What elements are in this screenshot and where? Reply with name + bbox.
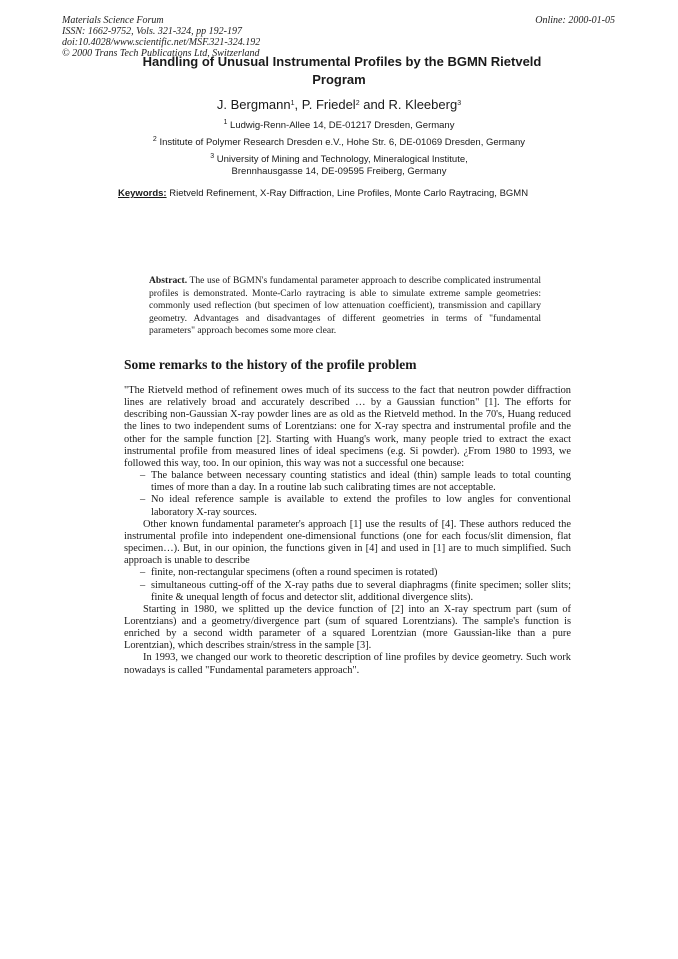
paragraph-4: In 1993, we changed our work to theoretic description of line profiles by device geometry. Such work nowadays is called "Fundamental parameters approach". xyxy=(124,652,571,676)
journal-name: Materials Science Forum xyxy=(62,15,164,26)
affiliation-1-text: Ludwig-Renn-Allee 14, DE-01217 Dresden, Germany xyxy=(230,120,455,131)
list-2 xyxy=(124,567,571,603)
list-item: – No ideal reference sample is available to extend the profiles to low angles for conventional laboratory X-ray sources. xyxy=(140,494,571,518)
affiliation-2-text: Institute of Polymer Research Dresden e.V., Hohe Str. 6, DE-01069 Dresden, Germany xyxy=(159,137,526,148)
affiliation-1 xyxy=(0,120,678,132)
abstract xyxy=(149,275,541,338)
author-2: P. Friedel xyxy=(301,97,356,112)
author-3: R. Kleeberg xyxy=(388,97,458,112)
copyright-line: © 2000 Trans Tech Publications Ltd, Switzerland xyxy=(62,48,260,59)
affiliation-2-sup: 2 xyxy=(152,136,157,143)
section-body xyxy=(124,385,571,677)
affiliation-2 xyxy=(0,137,678,149)
author-1: J. Bergmann xyxy=(216,97,291,112)
author-and: and xyxy=(359,97,389,112)
online-date: Online: 2000-01-05 xyxy=(535,15,615,26)
affiliation-3-line-2: Brennhausgasse 14, DE-09595 Freiberg, Germany xyxy=(231,166,447,177)
author-2-sup: 2 xyxy=(355,100,360,107)
section-heading: Some remarks to the history of the profile problem xyxy=(124,357,417,372)
issn-line: ISSN: 1662-9752, Vols. 321-324, pp 192-197 xyxy=(62,26,242,37)
title-line-2: Program xyxy=(312,72,366,87)
list-item-text: The balance between necessary counting statistics and ideal (thin) sample leads to total counting times of more than a day. In a routine lab such calibrating times are not acceptable. xyxy=(151,470,571,494)
affiliation-3 xyxy=(0,154,678,178)
paragraph-2: Other known fundamental parameter's approach [1] use the results of [4]. These authors reduced the instrumental profile into independent one-dimensional functions (one for each focus/slit dimension, flat specimen…). But, in our opinion, the functions given in [4] and used in [1] are to much simplified. Such approach is unable to describe xyxy=(124,518,571,567)
author-list: J. Bergmann$^1$, P. Friedel$^2$ and R. Kleeberg$^3$ xyxy=(216,97,462,112)
author-3-sup: 3 xyxy=(457,100,462,107)
paragraph-3: Starting in 1980, we splitted up the device function of [2] into an X-ray spectrum part (sum of Lorentzians) and a geometry/divergence part (sum of squared Lorentzians). The sample's function is enriched by a second width parameter of a squared Lorentzian (more Gaussian-like than a pure Lorentzian), which describes strain/stress in the sample [3]. xyxy=(124,603,571,652)
journal-header xyxy=(62,15,260,59)
doi-line: doi:10.4028/www.scientific.net/MSF.321-324.192 xyxy=(62,37,261,48)
keywords xyxy=(118,188,528,199)
paragraph-1: "The Rietveld method of refinement owes much of its success to the fact that neutron powder diffraction lines are relatively broad and accurately described … by a Gaussian function" [1]. The efforts for describing non-Gaussian X-ray powder lines are as old as the Rietveld method. In the 70's, Huang reduced the lines to two independent sums of Lorentzians: one for X-ray spectra and instrumental profile and the other for the sample function [2]. Starting with Huang's work, many people tried to extract the exact instrumental profile from measured lines of ideal specimens (e.g. Si powder). ¿From 1980 to 1993, we followed this way, too. In our opinion, this way was not a successful one because: xyxy=(124,385,571,469)
list-item: – finite, non-rectangular specimens (often a round specimen is rotated) xyxy=(140,567,438,579)
affiliation-3-text: University of Mining and Technology, Mineralogical Institute, xyxy=(216,154,468,165)
abstract-label: Abstract. xyxy=(149,275,188,286)
affiliation-3-sup: 3 xyxy=(210,153,215,160)
list-item: – The balance between necessary counting statistics and ideal (thin) sample leads to total counting times of more than a day. In a routine lab such calibrating times are not acceptable. xyxy=(140,470,571,494)
title-line-1-text: Handling of Unusual Instrumental Profiles by the BGMN Rietveld xyxy=(142,54,542,69)
list-1 xyxy=(124,470,571,519)
keywords-text: Rietveld Refinement, X-Ray Diffraction, Line Profiles, Monte Carlo Raytracing, BGMN xyxy=(166,188,529,199)
list-item-text: finite, non-rectangular specimens (often a round specimen is rotated) xyxy=(151,567,438,579)
affiliation-3-line-1 xyxy=(0,154,678,166)
affiliation-1-sup: 1 xyxy=(223,119,228,126)
abstract-text: The use of BGMN's fundamental parameter approach to describe complicated instrumental profiles is demonstrated. Monte-Carlo raytracing is able to simulate extreme sample geometries: commonly used reflection (but specimen of low attenuation coefficient), transmission and capillary geometry. Advantages and disadvantages of different geometries in terms of "fundamental parameters" approach becomes some more clear. xyxy=(149,275,541,337)
title-line-1 xyxy=(112,54,572,70)
keywords-label: Keywords: xyxy=(118,188,167,199)
list-item-text: No ideal reference sample is available to extend the profiles to low angles for conventional laboratory X-ray sources. xyxy=(151,494,571,518)
list-item: – simultaneous cutting-off of the X-ray paths due to several diaphragms (finite specimen; soller slits; finite & unequal length of focus and detector slit, additional divergence slits). xyxy=(140,579,571,603)
author-1-sup: 1 xyxy=(290,100,295,107)
list-item-text: simultaneous cutting-off of the X-ray paths due to several diaphragms (finite specimen; soller slits; finite & unequal length of focus and detector slit, additional divergence slits). xyxy=(151,579,571,603)
